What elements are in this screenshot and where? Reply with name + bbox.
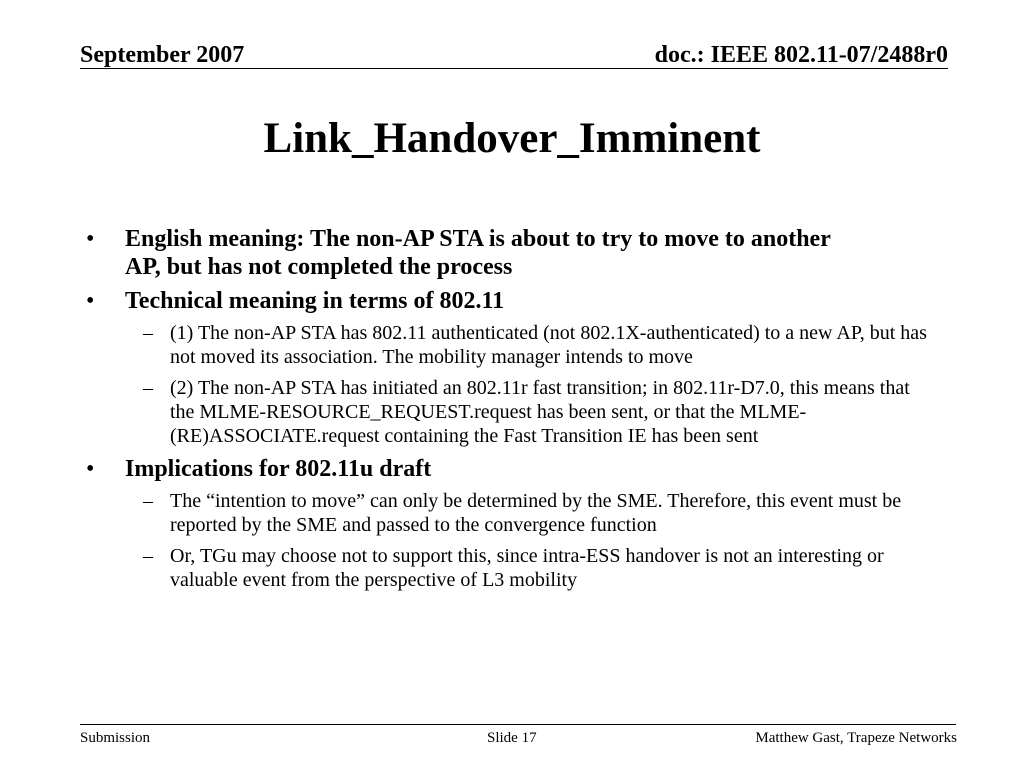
bullet-implications (0, 455, 870, 483)
sub-bullet-dash: – (143, 545, 153, 567)
sub-bullet-text: Or, TGu may choose not to support this, since intra-ESS handover is not an interesting or valuable event from the perspective of L3 mobility (170, 545, 884, 591)
bullet-text: Implications for 802.11u draft (125, 456, 432, 482)
bullet-english-meaning (0, 225, 870, 281)
sub-bullet-dash: – (143, 377, 153, 399)
sub-bullet-authenticated (0, 321, 935, 369)
sub-bullet-text: (1) The non-AP STA has 802.11 authenticated (not 802.1X-authenticated) to a new AP, but has not moved its association. The mobility manager intends to move (170, 322, 927, 368)
bullet-dot: • (86, 226, 95, 252)
sub-bullet-fast-transition (0, 376, 935, 448)
header-doc-number: doc.: IEEE 802.11-07/2488r0 (654, 42, 948, 68)
sub-bullet-dash: – (143, 322, 153, 344)
slide-content (0, 225, 1024, 599)
footer-rule (80, 724, 956, 725)
sub-bullet-tgu-choice (0, 544, 935, 592)
slide-title: Link_Handover_Imminent (263, 115, 761, 162)
bullet-text: English meaning: The non-AP STA is about to try to move to another AP, but has not completed the process (125, 226, 831, 280)
bullet-dot: • (86, 288, 95, 314)
header-rule (80, 68, 948, 69)
footer-author: Matthew Gast, Trapeze Networks (755, 730, 957, 746)
bullet-dot: • (86, 456, 95, 482)
sub-bullet-dash: – (143, 490, 153, 512)
header-date: September 2007 (80, 42, 245, 68)
bullet-text: Technical meaning in terms of 802.11 (125, 288, 505, 314)
footer-slide-number: Slide 17 (487, 730, 537, 746)
sub-bullet-text: The “intention to move” can only be determined by the SME. Therefore, this event must be reported by the SME and passed to the convergence function (170, 490, 902, 536)
bullet-technical-meaning (0, 287, 870, 315)
sub-bullet-text: (2) The non-AP STA has initiated an 802.11r fast transition; in 802.11r-D7.0, this means that the MLME-RESOURCE_REQUEST.request has been sent, or that the MLME-(RE)ASSOCIATE.request containing the Fast Transition IE has been sent (170, 377, 910, 447)
footer-submission: Submission (80, 730, 151, 746)
sub-bullet-intention-to-move (0, 489, 935, 537)
